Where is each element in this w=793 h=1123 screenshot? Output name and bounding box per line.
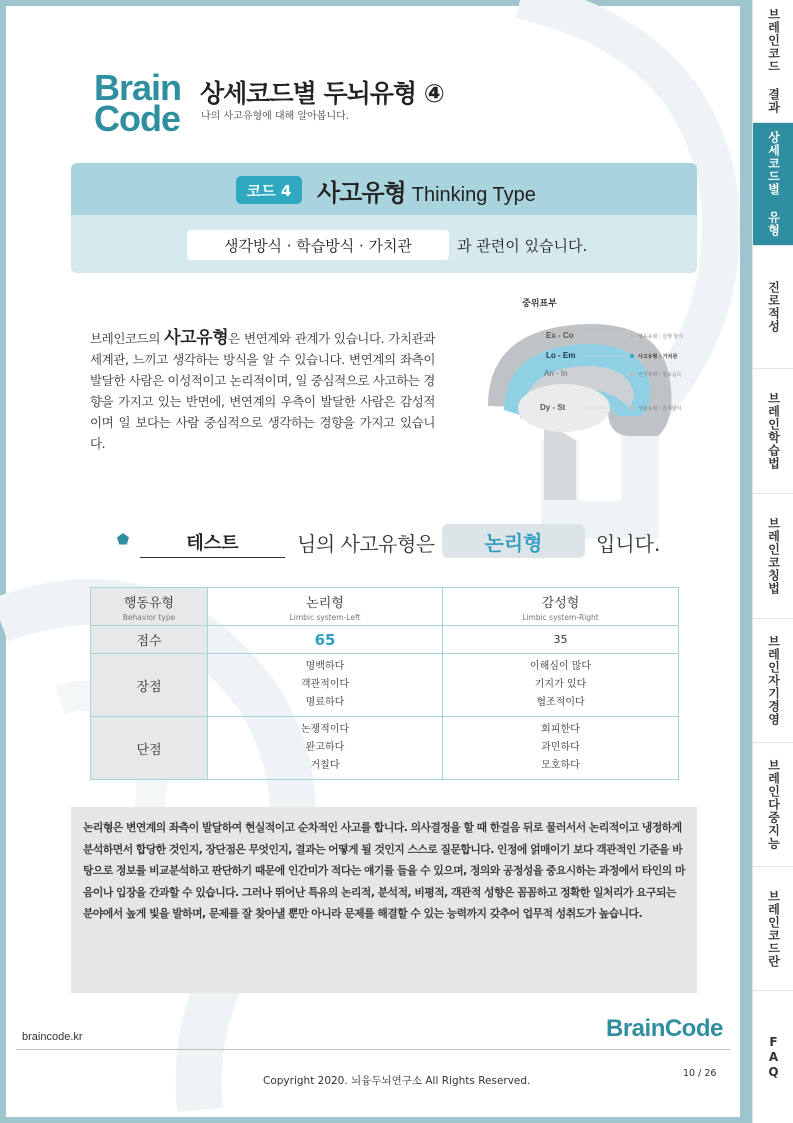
layer-label-lo-em: Lo - Em	[546, 351, 576, 360]
score-row	[91, 626, 679, 654]
brain-stem	[544, 422, 576, 500]
content-edge-border	[740, 0, 752, 1123]
layer-note-4: 생활유형 : 존재방식	[638, 406, 682, 412]
side-nav-brain-self-management[interactable]	[753, 619, 793, 743]
side-nav-label: 브레인학습법	[766, 392, 781, 470]
page-subtitle: 나의 사고유형에 대해 알아봅니다.	[201, 111, 349, 122]
side-nav-label: 브레인코칭법	[766, 517, 781, 595]
list-item: 이해심이 많다	[529, 661, 592, 672]
weaknesses-emotional	[443, 717, 679, 780]
bottom-border	[0, 1117, 793, 1123]
list-item: 명백하다	[305, 661, 345, 672]
user-name: 테스트	[140, 529, 285, 558]
result-end-text: 입니다.	[596, 532, 661, 556]
left-border	[0, 0, 6, 1123]
weaknesses-row	[91, 717, 679, 780]
intro-paragraph	[90, 328, 435, 454]
layer-note-3: 인식유형 : 정보습득	[638, 372, 682, 378]
weaknesses-logical	[208, 717, 443, 780]
leader-dot-2	[630, 354, 634, 358]
code-summary-box	[71, 163, 697, 273]
list-item: 논쟁적이다	[300, 724, 350, 735]
side-nav-braincode-result[interactable]	[753, 0, 793, 123]
side-nav-label: 상세코드별 유형	[766, 131, 781, 237]
brain-layer-diagram	[480, 310, 740, 510]
list-item: 회피한다	[541, 724, 580, 735]
column-emotional-sub: Limbic system-Right	[522, 612, 599, 622]
layer-note-2: 사고유형 : 가치관	[638, 354, 678, 360]
column-header-logical	[208, 588, 443, 626]
code-badge: 코드 4	[236, 176, 302, 204]
table-header-row	[91, 588, 679, 626]
diagram-title: 중위표부	[522, 299, 557, 309]
list-item: 과민하다	[541, 742, 580, 753]
strengths-label: 장점	[91, 654, 208, 717]
column-header-emotional	[443, 588, 679, 626]
list-item: 협조적이다	[536, 697, 585, 708]
side-nav-what-is-braincode[interactable]	[753, 867, 793, 991]
side-nav-faq[interactable]	[753, 991, 793, 1123]
result-type-badge: 논리형	[442, 524, 585, 558]
logo-line-1: Brain	[94, 67, 182, 108]
behavior-type-label: 행동유형	[123, 595, 175, 611]
side-nav-career-aptitude[interactable]	[753, 246, 793, 369]
column-emotional-title: 감성형	[541, 595, 580, 611]
side-nav-label: 브레인코드 결과	[766, 8, 781, 114]
code-title-en: Thinking Type	[411, 184, 536, 206]
intro-prefix: 브레인코드의	[90, 331, 165, 346]
column-logical-sub: Limbic system-Left	[289, 612, 361, 622]
side-nav-detail-code-type[interactable]	[753, 123, 793, 246]
side-nav-label: 브레인다중지능	[766, 759, 781, 850]
result-middle-text: 님의 사고유형은	[297, 532, 435, 556]
behavior-type-sub: Behavior type	[122, 612, 176, 622]
related-text: 과 관련이 있습니다.	[457, 237, 588, 255]
logo-line-2: Code	[94, 98, 180, 139]
column-logical-title: 논리형	[306, 595, 344, 611]
layer-label-an-in: An - In	[544, 369, 568, 378]
table-corner-cell	[91, 588, 208, 626]
thinking-type-table	[90, 587, 679, 780]
leader-dot-1	[630, 334, 634, 338]
layer-note-1: 행동유형 : 실행 방식	[638, 334, 684, 340]
strengths-emotional	[443, 654, 679, 717]
layer-label-ex-co: Ex - Co	[546, 331, 574, 340]
footer-divider	[16, 1049, 730, 1050]
list-item: 모호하다	[541, 760, 580, 771]
footer-url[interactable]: braincode.kr	[22, 1031, 83, 1043]
list-item: 기지가 있다	[534, 679, 587, 690]
list-item: 명료하다	[305, 697, 345, 708]
weaknesses-label: 단점	[91, 717, 208, 780]
leader-dot-3	[630, 372, 634, 376]
page-title: 상세코드별 두뇌유형 ④	[200, 79, 444, 108]
code-title	[317, 173, 536, 208]
footer-brand-logo: BrainCode	[606, 1015, 723, 1042]
side-nav-brain-coaching[interactable]	[753, 494, 793, 619]
side-nav-label: 진로적성	[766, 281, 781, 333]
page-number: 10 / 26	[683, 1068, 717, 1079]
side-nav-label: 브레인코드란	[766, 889, 781, 968]
pentagon-bullet-icon	[116, 532, 130, 546]
related-keywords: 생각방식 · 학습방식 · 가치관	[187, 230, 449, 260]
side-nav-brain-learning[interactable]	[753, 369, 793, 494]
score-emotional: 35	[443, 626, 679, 654]
layer-label-dy-st: Dy - St	[540, 403, 566, 412]
side-nav-label: 브레인자기경영	[766, 635, 781, 726]
code-box-header	[71, 163, 697, 215]
side-nav-label: FAQ	[766, 1034, 781, 1080]
list-item: 객관적이다	[300, 679, 350, 690]
side-navigation	[752, 0, 793, 1123]
strengths-row	[91, 654, 679, 717]
braincode-logo	[94, 67, 182, 139]
leader-dot-4	[630, 406, 634, 410]
side-nav-brain-multiple-intelligence[interactable]	[753, 743, 793, 867]
strengths-logical	[208, 654, 443, 717]
intro-highlight: 사고유형	[164, 328, 229, 348]
intro-body: 은 변연계와 관계가 있습니다. 가치관과 세계관, 느끼고 생각하는 방식을 알 수 있습니다. 변연계의 좌측이 발달한 사람은 이성적이고 논리적이며, 일 중심적으로 사고하는 경향을 가지고 있는 반면에, 변연계의 우측이 발달한 사람은 감성적이며 일 보다는 사람 중심적으로 생각하는 경향을 가지고 있습니다.	[90, 331, 436, 451]
score-logical: 65	[208, 626, 443, 654]
list-item: 완고하다	[305, 742, 345, 753]
footer-copyright: Copyright 2020. 뇌융두뇌연구소 All Rights Reserved.	[263, 1075, 531, 1087]
score-label: 점수	[91, 626, 208, 654]
top-border	[0, 0, 793, 6]
code-title-ko: 사고유형	[317, 179, 406, 207]
list-item: 거칠다	[310, 760, 340, 771]
type-description: 논리형은 변연계의 좌측이 발달하여 현실적이고 순차적인 사고를 합니다. 의사결정을 할 때 한걸음 뒤로 물러서서 논리적이고 냉정하게 분석하면서 합당한 것인지, 장단점은 무엇인지, 결과는 어떻게 될 것인지 스스로 질문합니다. 인정에 얽매이기 보다 객관적인 기준을 바탕으로 정보를 비교분석하고 판단하기 때문에 인간미가 적다는 얘기를 들을 수 있으며, 정의와 공정성을 중요시하는 과정에서 타인의 마음이나 입장을 간과할 수 있습니다. 그러나 뛰어난 특유의 논리적, 분석적, 비평적, 객관적 성향은 꼼꼼하고 정확한 일처리가 요구되는 분야에서 높게 빛을 발하며, 문제를 잘 찾아낼 뿐만 아니라 문제를 해결할 수 있는 능력까지 갖추어 업무적 성취도가 높습니다.	[71, 807, 697, 993]
